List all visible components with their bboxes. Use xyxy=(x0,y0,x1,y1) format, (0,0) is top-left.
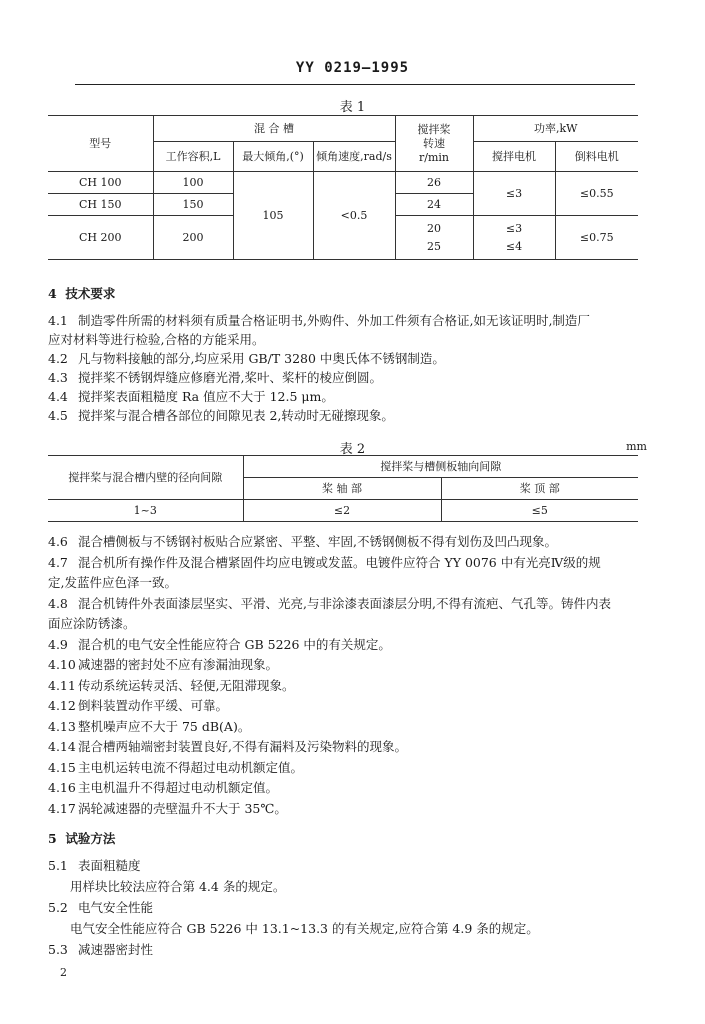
clause-5-1-text: 用样块比较法应符合第 4.4 条的规定。 xyxy=(70,879,286,894)
cell-shaft-gap: ≤2 xyxy=(243,500,441,522)
cell-tilt-speed: <0.5 xyxy=(313,172,395,260)
header-model: 型号 xyxy=(48,116,153,172)
clause-4-8-cont: 面应涂防锈漆。 xyxy=(48,616,136,631)
table2-caption: 表 2 xyxy=(339,442,366,457)
table2 xyxy=(48,455,638,522)
clause-4-9: 4.9 混合机的电气安全性能应符合 GB 5226 中的有关规定。 xyxy=(48,636,391,652)
clause-4-11: 4.11 传动系统运转灵活、轻便,无阻滞现象。 xyxy=(48,677,295,693)
header-shaft: 桨 轴 部 xyxy=(243,478,441,500)
clause-4-16: 4.16 主电机温升不得超过电动机额定值。 xyxy=(48,780,279,795)
table1-caption: 表 1 xyxy=(339,100,366,115)
header-rule xyxy=(75,84,635,85)
cell-model: CH 150 xyxy=(48,194,153,216)
header-dump-motor: 倒料电机 xyxy=(555,142,638,172)
cell-speed: 20 25 xyxy=(395,216,473,260)
cell-max-tilt: 105 xyxy=(233,172,313,260)
cell-volume: 200 xyxy=(153,216,233,260)
page-number: 2 xyxy=(60,966,67,979)
cell-dump-motor: ≤0.55 xyxy=(555,172,638,216)
clause-4-14: 4.14 混合槽两轴端密封装置良好,不得有漏料及污染物料的现象。 xyxy=(48,739,407,754)
clause-5-3: 5.3 减速器密封性 xyxy=(48,942,154,957)
clause-4-1: 4.1 制造零件所需的材料须有质量合格证明书,外购件、外加工件须有合格证,如无该证明时,制造厂 xyxy=(48,313,590,328)
clause-4-1-cont: 应对材料等进行检验,合格的方能采用。 xyxy=(48,332,265,347)
cell-speed: 26 xyxy=(395,172,473,194)
clause-4-7: 4.7 混合机所有操作件及混合槽紧固件均应电镀或发蓝。电镀件应符合 YY 0076 中有光亮Ⅳ级的规 xyxy=(48,554,601,570)
section-4 xyxy=(48,284,648,425)
standard-number-header: YY 0219—1995 xyxy=(295,60,410,76)
section-heading: 5 试验方法 xyxy=(48,831,116,846)
clause-4-15: 4.15 主电机运转电流不得超过电动机额定值。 xyxy=(48,759,304,775)
section-5 xyxy=(48,828,648,960)
clause-4-8: 4.8 混合机铸件外表面漆层坚实、平滑、光亮,与非涂漆表面漆层分明,不得有流疤、气孔等。铸件内表 xyxy=(48,595,611,611)
section-heading: 4 技术要求 xyxy=(48,286,116,301)
cell-dump-motor: ≤0.75 xyxy=(555,216,638,260)
clause-4-2: 4.2 凡与物料接触的部分,均应采用 GB/T 3280 中奥氏体不锈钢制造。 xyxy=(48,351,445,366)
header-volume: 工作容积,L xyxy=(153,142,233,172)
clause-4-7-cont: 定,发蓝件应色泽一致。 xyxy=(48,575,177,590)
table1 xyxy=(48,115,638,260)
clause-4-13: 4.13 整机噪声应不大于 75 dB(A)。 xyxy=(48,718,251,734)
header-axial-gap: 搅拌桨与槽侧板轴向间隙 xyxy=(243,456,638,478)
cell-radial-gap: 1~3 xyxy=(48,500,243,522)
header-power: 功率,kW xyxy=(473,116,638,142)
header-tank: 混 合 槽 xyxy=(153,116,395,142)
header-max-tilt: 最大倾角,(°) xyxy=(233,142,313,172)
clause-5-2: 5.2 电气安全性能 xyxy=(48,900,154,915)
cell-model: CH 200 xyxy=(48,216,153,260)
cell-model: CH 100 xyxy=(48,172,153,194)
header-tip: 桨 顶 部 xyxy=(441,478,638,500)
cell-stir-motor: ≤3 ≤4 xyxy=(473,216,555,260)
clause-4-4: 4.4 搅拌桨表面粗糙度 Ra 值应不大于 12.5 μm。 xyxy=(48,389,334,404)
cell-stir-motor: ≤3 xyxy=(473,172,555,216)
clause-4-5: 4.5 搅拌桨与混合槽各部位的间隙见表 2,转动时无碰擦现象。 xyxy=(48,408,394,423)
header-stirrer-speed: 搅拌桨 转速 r/min xyxy=(395,116,473,172)
clause-4-10: 4.10 减速器的密封处不应有渗漏油现象。 xyxy=(48,657,279,672)
section-4-cont xyxy=(48,532,648,819)
cell-volume: 150 xyxy=(153,194,233,216)
cell-tip-gap: ≤5 xyxy=(441,500,638,522)
cell-speed: 24 xyxy=(395,194,473,216)
clause-4-3: 4.3 搅拌桨不锈钢焊缝应修磨光滑,桨叶、桨杆的棱应倒圆。 xyxy=(48,370,382,385)
header-tilt-speed: 倾角速度,rad/s xyxy=(313,142,395,172)
clause-5-2-text: 电气安全性能应符合 GB 5226 中 13.1~13.3 的有关规定,应符合第 4.9 条的规定。 xyxy=(70,921,539,936)
clause-5-1: 5.1 表面粗糙度 xyxy=(48,858,141,873)
clause-4-6: 4.6 混合槽侧板与不锈钢衬板贴合应紧密、平整、牢固,不锈钢侧板不得有划伤及凹凸现象。 xyxy=(48,534,557,549)
table2-unit: mm xyxy=(626,440,647,453)
clause-4-17: 4.17 涡轮减速器的壳壁温升不大于 35℃。 xyxy=(48,800,287,816)
clause-4-12: 4.12 倒料装置动作平缓、可靠。 xyxy=(48,698,229,713)
header-stir-motor: 搅拌电机 xyxy=(473,142,555,172)
cell-volume: 100 xyxy=(153,172,233,194)
header-radial-gap: 搅拌桨与混合槽内壁的径向间隙 xyxy=(48,456,243,500)
